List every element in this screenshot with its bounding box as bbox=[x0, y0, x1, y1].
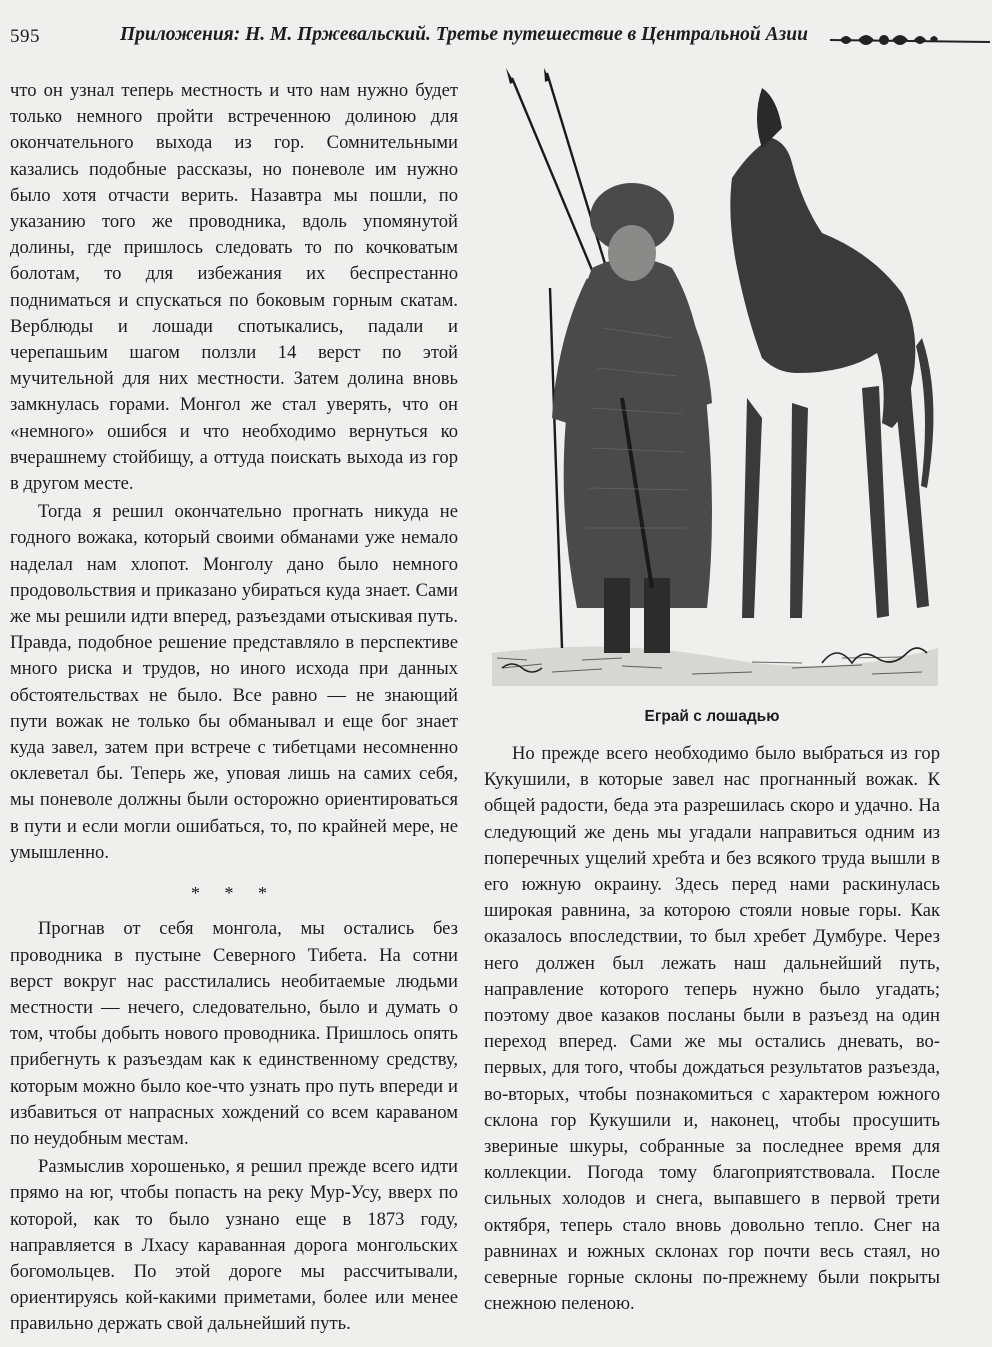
header-ornament-icon bbox=[830, 28, 990, 52]
paragraph: что он узнал теперь местность и что нам нужно будет только немного пройти встреченною долиною для окончательного выхода из гор. Сомнительными казались подобные рассказы, но поневоле им нужно было хотя отчасти верить. Назавтра мы пошли, по указанию того же проводника, вдоль упомянутой долины, где пришлось следовать то по кочковатым болотам, то для избежания их беспрестанно подниматься и спускаться по боковым горным скатам. Верблюды и лошади спотыкались, падали и черепашьим шагом ползли 14 верст по этой мучительной для них местности. Затем долина вновь замкнулась горами. Монгол же стал уверять, что он «немного» ошибся и что необходимо вернуться ко вчерашнему стойбищу, а оттуда поискать выхода из гор в другом месте. bbox=[10, 80, 458, 495]
page-header bbox=[0, 22, 992, 54]
paragraph: Тогда я решил окончательно прогнать никуда не годного вожака, который своими обманами уже немало наделал нам хлопот. Монголу дано было немного продовольствия и приказано убираться куда знает. Сами же мы решили идти вперед, разъездами отыскивая путь. Правда, подобное решение представляло в перспективе много риска и трудов, но иного исхода при данных обстоятельствах не было. Все равно — не знающий пути вожак не только бы обманывал и еще бог знает куда завел, затем при встрече с тибетцами несомненно оклеветал бы. Теперь же, уповая лишь на самих себя, мы поневоле должны были осторожно ориентироваться в пути и если могли ошибаться, то, по крайней мере, не умышленно. bbox=[10, 501, 458, 863]
figure-caption: Еграй с лошадью bbox=[644, 708, 780, 725]
right-column bbox=[484, 741, 940, 1317]
paragraph: Прогнав от себя монгола, мы остались без проводника в пустыне Северного Тибета. На сотни верст вокруг нас расстилались необитаемые людьми местности — нечего, следовательно, было и думать о том, чтобы добыть нового проводника. Пришлось опять прибегнуть к разъездам как к единственному средству, которым можно было кое-что узнать про путь впереди и избавиться от напрасных хождений со всем караваном по неудобным местам. bbox=[10, 918, 458, 1149]
left-column bbox=[10, 78, 458, 1338]
page-number: 595 bbox=[10, 26, 40, 47]
running-title: Приложения: Н. М. Пржевальский. Третье путешествие в Центральной Азии bbox=[120, 24, 808, 45]
engraving-illustration bbox=[492, 68, 938, 686]
paragraph: Но прежде всего необходимо было выбраться из гор Кукушили, в которые завел нас прогнанный вожак. К общей радости, беда эта разрешилась скоро и удачно. На следующий же день мы угадали направиться одним из поперечных ущелий хребта и без всякого труда вышли в его южную окраину. Здесь перед нами раскинулась широкая равнина, за которою стояли новые горы. Как оказалось впоследствии, то был хребет Думбуре. Через него должен был лежать наш дальнейший путь, направление которого теперь нужно было угадать; поэтому двое казаков посланы были в разъезд на один переход вперед. Сами же мы остались дневать, во-первых, для того, чтобы дождаться результатов разъезда, во-вторых, чтобы познакомиться с характером южного склона гор Кукушили и, наконец, чтобы просушить звериные шкуры, собранные за последнее время для коллекции. Погода тому благоприятствовала. После сильных холодов и снега, выпавшего в первой трети октября, теперь стало вновь довольно тепло. Снег на равнинах и южных склонах гор почти весь стаял, но северные горные склоны по-прежнему были покрыты снежною пеленою. bbox=[484, 743, 940, 1315]
paragraph: Размыслив хорошенько, я решил прежде всего идти прямо на юг, чтобы попасть на реку Мур-Усу, вверх по которой, как то было узнано еще в 1873 году, направляется в Лхасу караванная дорога монгольских богомольцев. По этой дороге мы рассчитывали, ориентируясь кой-какими приметами, более или менее правильно держать свой дальнейший путь. bbox=[10, 1156, 458, 1335]
section-separator: * * * bbox=[191, 883, 277, 904]
